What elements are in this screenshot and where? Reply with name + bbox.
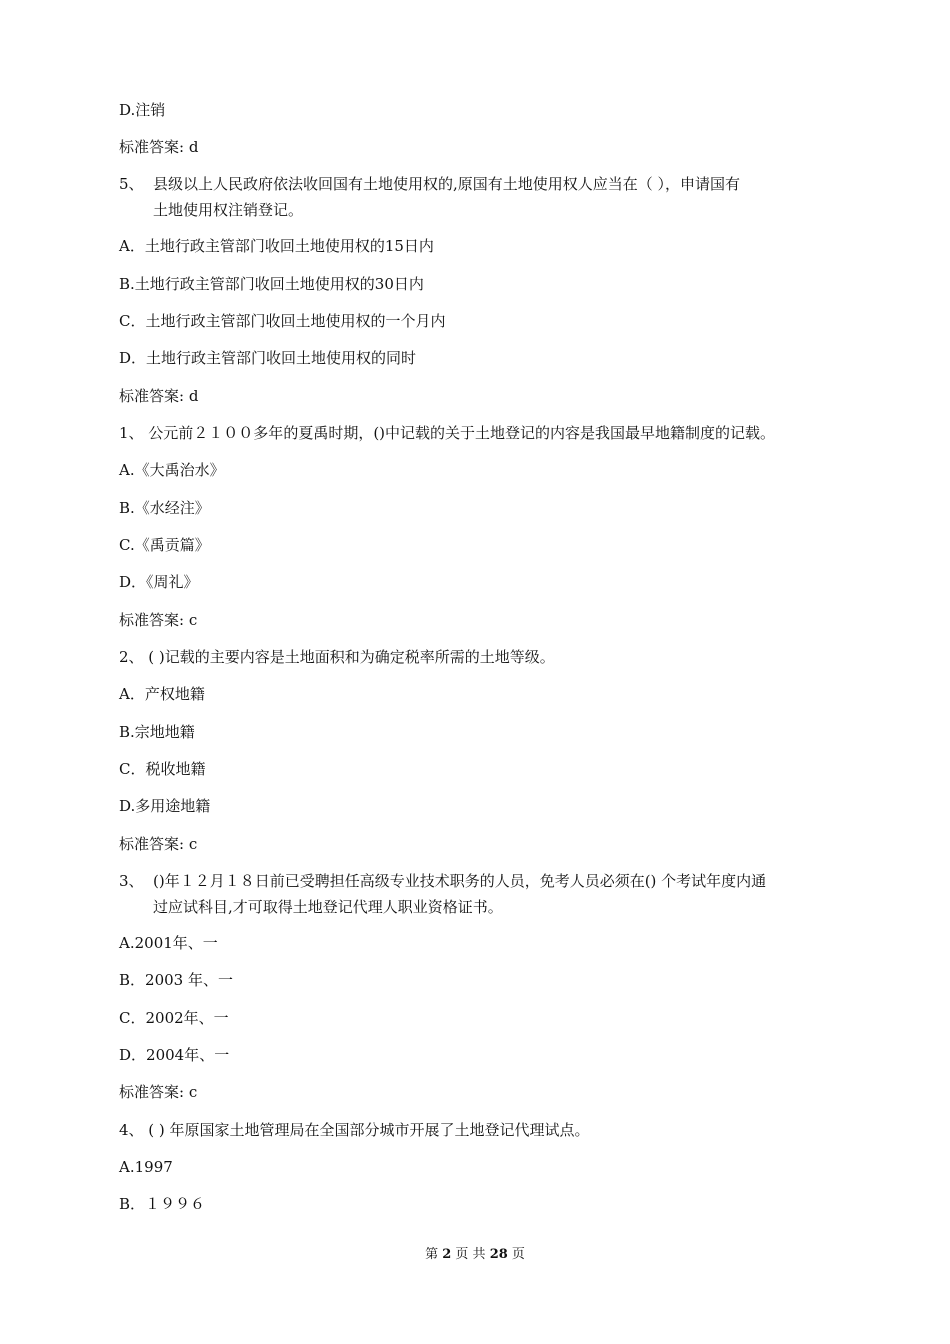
answer-line: 标准答案: c: [119, 835, 198, 853]
option-d-line: D.多用途地籍: [119, 797, 211, 815]
question-5: [119, 171, 864, 223]
question-1-line: 1、 公元前２１００多年的夏禹时期，()中记载的关于土地登记的内容是我国最早地籍制度的记载。: [119, 424, 776, 442]
option-b-line: B.宗地地籍: [119, 723, 195, 741]
question-text-continued: 土地使用权注销登记。: [153, 201, 304, 219]
footer-total-pages: 28: [489, 1247, 508, 1262]
question-4-line: 4、 ( ) 年原国家土地管理局在全国部分城市开展了土地登记代理试点。: [119, 1121, 590, 1139]
option-b-line: B.土地行政主管部门收回土地使用权的30日内: [119, 275, 424, 293]
option-c-line: C.《禹贡篇》: [119, 536, 210, 554]
answer-line: 标准答案: c: [119, 1083, 198, 1101]
option-b-line: B．2003 年、一: [119, 971, 233, 989]
option-d-line: D．2004年、一: [119, 1046, 230, 1064]
option-a-line: A．产权地籍: [119, 685, 205, 703]
question-text: ()年１２月１８日前已受聘担任高级专业技术职务的人员，免考人员必须在() 个考试年度内通: [153, 872, 767, 890]
option-c-line: C．税收地籍: [119, 760, 206, 778]
question-text: 县级以上人民政府依法收回国有土地使用权的,原国有土地使用权人应当在（ ），申请国有: [153, 175, 741, 193]
option-a-line: A.《大禹治水》: [119, 461, 225, 479]
option-a-line: A．土地行政主管部门收回土地使用权的15日内: [119, 237, 434, 255]
option-a-line: A.1997: [119, 1158, 173, 1176]
question-number: 5、: [119, 175, 144, 193]
option-d-line: D．土地行政主管部门收回土地使用权的同时: [119, 349, 417, 367]
question-text-continued: 过应试科目,才可取得土地登记代理人职业资格证书。: [153, 898, 503, 916]
option-a-line: A.2001年、一: [119, 934, 218, 952]
footer-middle: 页 共: [455, 1247, 486, 1262]
option-d-line: D．《周礼》: [119, 573, 199, 591]
option-c-line: C．土地行政主管部门收回土地使用权的一个月内: [119, 312, 446, 330]
footer-prefix: 第: [425, 1247, 439, 1262]
option-d-line: D.注销: [119, 101, 166, 119]
question-2-line: 2、 ( )记载的主要内容是土地面积和为确定税率所需的土地等级。: [119, 648, 555, 666]
option-b-line: B.《水经注》: [119, 499, 210, 517]
answer-line: 标准答案: c: [119, 611, 198, 629]
answer-line: 标准答案: d: [119, 387, 199, 405]
option-b-line: B．１９９６: [119, 1195, 206, 1213]
question-number: 3、: [119, 872, 144, 890]
option-c-line: C．2002年、一: [119, 1009, 229, 1027]
footer-page-number: 2: [442, 1247, 452, 1262]
footer-suffix: 页: [511, 1247, 525, 1262]
page-footer: [0, 1246, 950, 1264]
question-3: [119, 868, 864, 920]
answer-line: 标准答案: d: [119, 138, 199, 156]
